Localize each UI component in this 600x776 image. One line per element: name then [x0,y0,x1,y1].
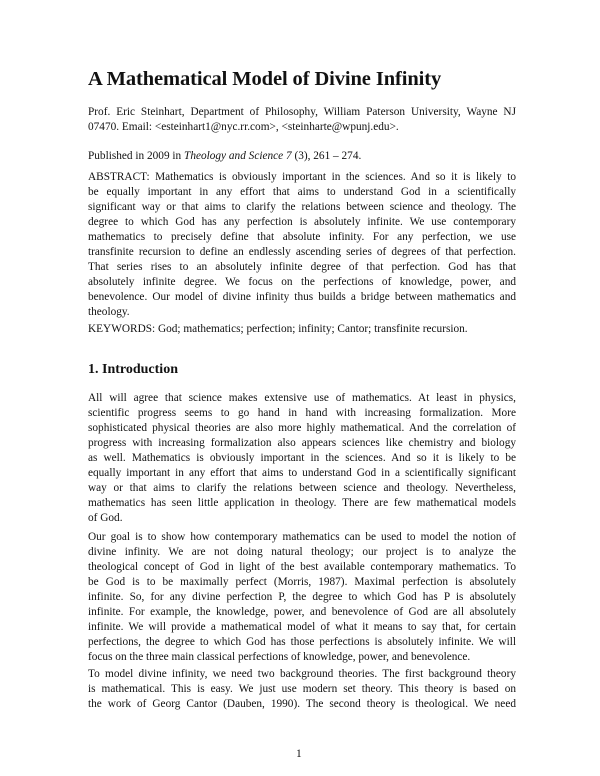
text-line: perfections, the degree to which God has those perfections is absolutely infinite. We will [88,636,516,648]
text-line: as well. Mathematics is obviously important in the sciences. And so it is likely to be [88,452,516,464]
text-line: sophisticated physical theories are also more highly mathematical. And the correlation of [88,422,516,434]
publication-prefix: Published in 2009 in [88,150,185,162]
text-line: focus on the three main classical perfections of knowledge, power, and benevolence. [88,651,471,663]
keywords-text: KEYWORDS: God; mathematics; perfection; infinity; Cantor; transfinite recursion. [88,323,468,335]
intro-paragraph-1 [88,391,516,526]
text-line: To model divine infinity, we need two background theories. The first background theory [88,668,516,680]
author-affiliation [88,105,516,135]
abstract [88,170,516,320]
text-line: infinite. We will provide a mathematical model of what it means to say that, for certain [88,621,516,633]
text-line: progress with increasing formalization also appears sciences like chemistry and biology [88,437,516,449]
affiliation-line: 07470. Email: <esteinhart1@nyc.rr.com>, <steinharte@wpunj.edu>. [88,121,399,133]
keywords [88,322,516,337]
text-line: All will agree that science makes extensive use of mathematics. At least in physics, [88,392,516,404]
text-line: is mathematical. This is easy. We just use modern set theory. This theory is based on [88,683,516,695]
intro-paragraph-2 [88,530,516,665]
text-line: infinite. So, for any divine perfection P, the degree to which God has P is absolutely [88,591,516,603]
text-line: the work of Georg Cantor (Dauben, 1990). The second theory is theological. We need [88,698,516,710]
section-heading: 1. Introduction [88,362,178,377]
text-line: mathematics to precisely define that absolute infinity. For any perfection, we use [88,231,516,243]
affiliation-line: Prof. Eric Steinhart, Department of Philosophy, William Paterson University, Wayne NJ [88,106,516,118]
publication-info [88,149,516,164]
text-line: infinite. For example, the knowledge, power, and benevolence of God are all absolutely [88,606,516,618]
text-line: be God is to be maximally perfect (Morris, 1987). Maximal perfection is absolutely [88,576,516,588]
text-line: degree to which God has any perfection is absolutely infinite. We use contemporary [88,216,516,228]
text-line: of God. [88,512,123,524]
paper-title: A Mathematical Model of Divine Infinity [88,68,442,90]
text-line: divine infinity. We are not doing natural theology; our project is to analyze the [88,546,516,558]
text-line: significant way or that aims to clarify the relations between science and theology. The [88,201,516,213]
text-line: way or that aims to clarify the relations between science and theology. Nevertheless, [88,482,516,494]
text-line: That series rises to an absolutely infinite degree of that perfection. God has that [88,261,516,273]
text-line: transfinite recursion to define an endlessly ascending series of degrees of that perfection. [88,246,516,258]
text-line: theological concept of God in light of the best available contemporary mathematics. To [88,561,516,573]
text-line: mathematics has seen little application in theology. There are few mathematical models [88,497,516,509]
text-line: scientific progress seems to go hand in hand with increasing formalization. More [88,407,516,419]
page-number: 1 [296,748,302,760]
text-line: ABSTRACT: Mathematics is obviously important in the sciences. And so it is likely to [88,171,516,183]
journal-name: Theology and Science 7 [184,150,292,162]
intro-paragraph-3 [88,667,516,712]
text-line: absolutely infinite degree. We focus on the perfections of knowledge, power, and [88,276,516,288]
text-line: theology. [88,306,130,318]
text-line: be equally important in any effort that aims to understand God in a scientifically [88,186,516,198]
text-line: benevolence. Our model of divine infinity thus builds a bridge between mathematics and [88,291,516,303]
text-line: equally important in any effort that aims to understand God in a scientifically significant [88,467,516,479]
publication-suffix: (3), 261 – 274. [291,150,362,162]
text-line: Our goal is to show how contemporary mathematics can be used to model the notion of [88,531,516,543]
